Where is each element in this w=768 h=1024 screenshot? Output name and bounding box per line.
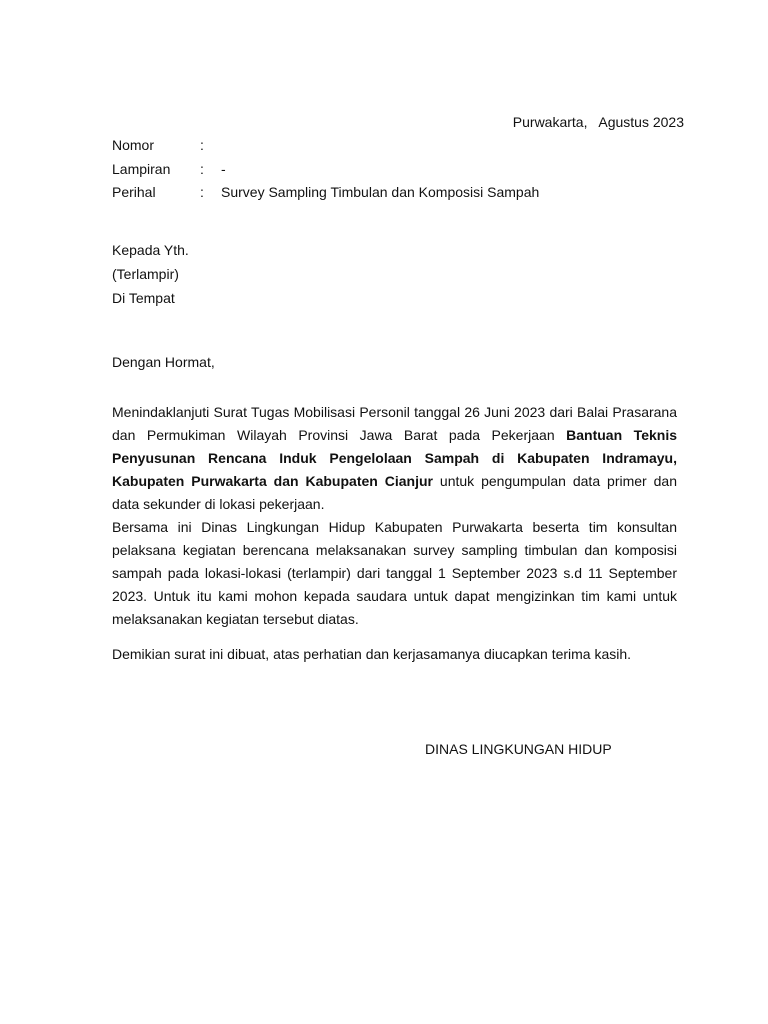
paragraph-1-outro: untuk pengumpulan data primer dan data sekunder di lokasi pekerjaan. bbox=[112, 473, 677, 512]
meta-row-nomor bbox=[112, 136, 539, 160]
meta-row-perihal bbox=[112, 183, 539, 207]
meta-label: Lampiran bbox=[112, 160, 171, 177]
paragraph-1-intro: Menindaklanjuti Surat Tugas Mobilisasi Personil tanggal 26 Juni 2023 dari Balai Prasarana dan Permukiman Wilayah Provinsi Jawa Barat pada Pekerjaan bbox=[112, 404, 677, 443]
letter-meta bbox=[112, 136, 539, 207]
paragraph-1 bbox=[112, 401, 677, 516]
recipient-block bbox=[112, 238, 189, 310]
paragraph-2: Bersama ini Dinas Lingkungan Hidup Kabupaten Purwakarta beserta tim konsultan pelaksana kegiatan berencana melaksanakan survey sampling timbulan dan komposisi sampah pada lokasi-lokasi (terlampir) dari tanggal 1 September 2023 s.d 11 September 2023. Untuk itu kami mohon kepada saudara untuk dapat mengizinkan tim kami untuk melaksanakan kegiatan tersebut diatas. bbox=[112, 519, 677, 627]
project-title: Bantuan Teknis Penyusunan Rencana Induk Pengelolaan Sampah di Kabupaten Indramayu, Kabupaten Purwakarta dan Kabupaten Cianjur bbox=[112, 427, 677, 489]
closing-paragraph: Demikian surat ini dibuat, atas perhatian dan kerjasamanya diucapkan terima kasih. bbox=[112, 646, 632, 662]
meta-label: Nomor bbox=[112, 137, 155, 153]
letter-body bbox=[112, 401, 677, 631]
meta-label: Perihal bbox=[112, 184, 156, 200]
meta-colon: : bbox=[200, 184, 204, 200]
signature-block: DINAS LINGKUNGAN HIDUP bbox=[425, 741, 612, 757]
greeting: Dengan Hormat, bbox=[112, 354, 215, 370]
meta-row-lampiran bbox=[112, 160, 539, 184]
recipient-line: Di Tempat bbox=[112, 290, 175, 306]
recipient-line: Kepada Yth. bbox=[112, 242, 189, 258]
recipient-line: (Terlampir) bbox=[112, 266, 179, 282]
meta-value: Survey Sampling Timbulan dan Komposisi Sampah bbox=[221, 184, 540, 200]
meta-colon: : bbox=[200, 160, 204, 177]
meta-colon: : bbox=[200, 137, 204, 153]
place-date: Purwakarta, Agustus 2023 bbox=[512, 114, 684, 130]
meta-value: - bbox=[221, 160, 226, 177]
